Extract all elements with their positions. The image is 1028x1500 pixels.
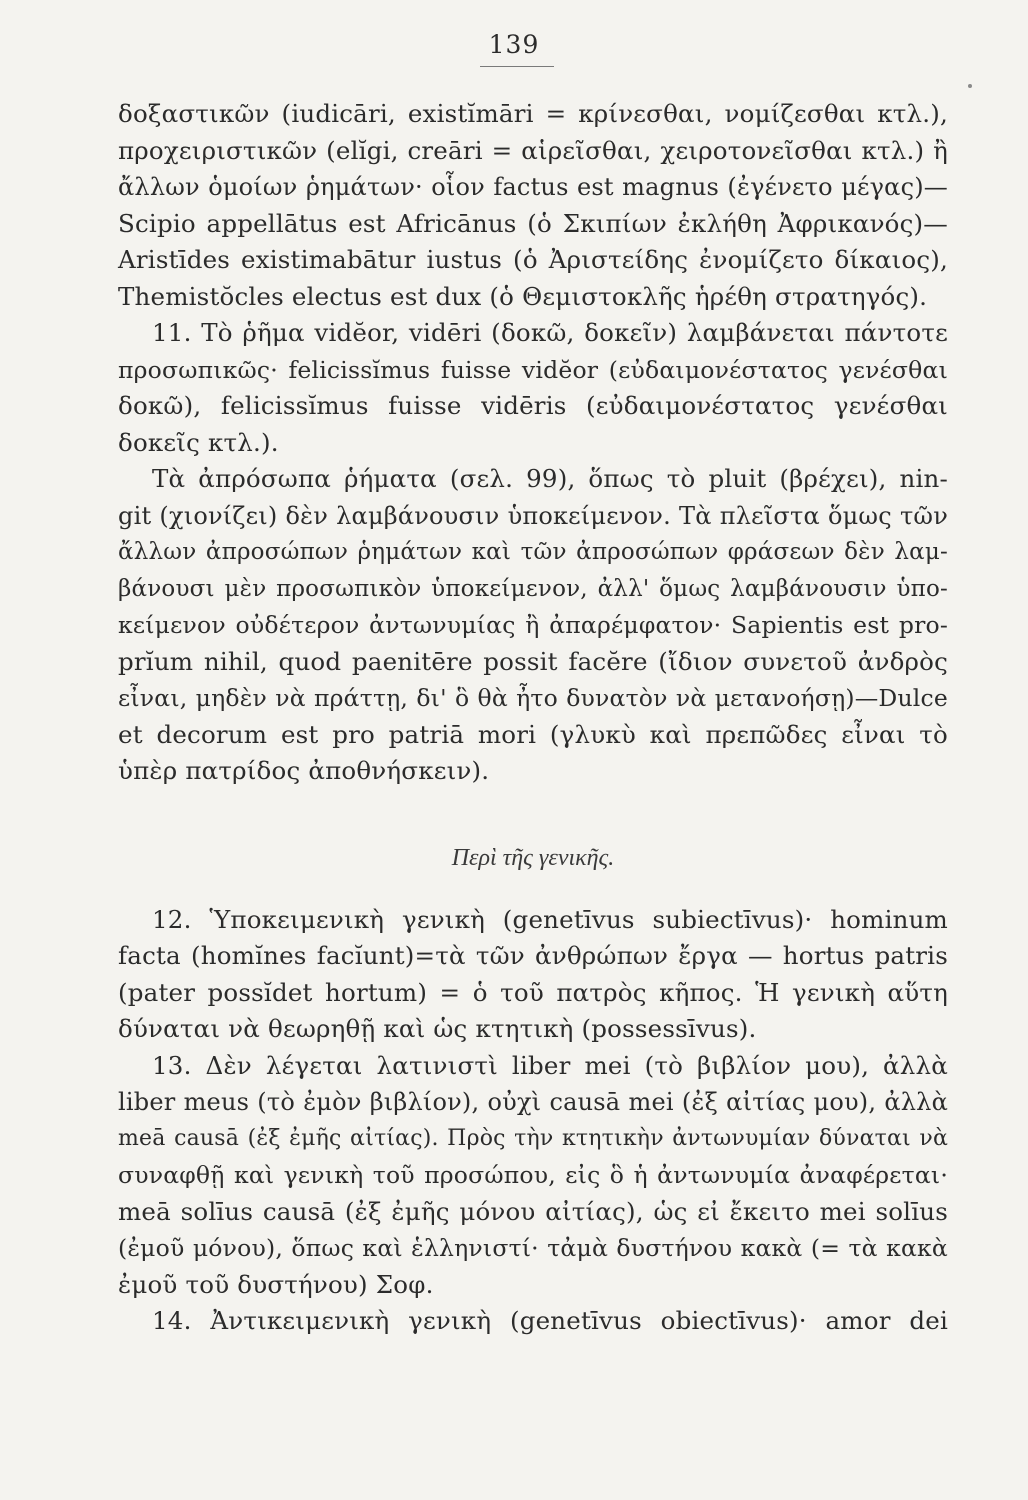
paragraph-12-start: 12. Ὑποκειμενικὴ γενικὴ (genetīvus subiectīvus)· hominum xyxy=(152,904,948,934)
text-line: κείμενον οὐδέτερον ἀντωνυμίας ἢ ἀπαρέμφατον· Sapientis est pro- xyxy=(118,611,948,639)
text-line: prĭum nihil, quod paenitēre possit facĕre (ἴδιον συνετοῦ ἀνδρὸς xyxy=(118,646,948,676)
body-text xyxy=(118,96,948,1340)
text-line: ἄλλων ἀπροσώπων ῥημάτων καὶ τῶν ἀπροσώπων φράσεων δὲν λαμ- xyxy=(118,539,948,565)
text-line: Scipio appellātus est Africānus (ὁ Σκιπίων ἐκλήθη Ἀφρικανός)— xyxy=(118,208,948,238)
text-line: προσωπικῶς· felicissĭmus fuisse vidĕor (εὐδαιμονέστατος γενέσθαι xyxy=(118,355,948,384)
text-line: Themistŏcles electus est dux (ὁ Θεμιστοκλῆς ἡρέθη στρατηγός). xyxy=(118,281,928,311)
text-line: meā solīus causā (ἐξ ἐμῆς μόνου αἰτίας), ὡς εἰ ἔκειτο mei solīus xyxy=(118,1196,948,1226)
text-line: ἄλλων ὁμοίων ῥημάτων· οἷον factus est magnus (ἐγένετο μέγας)— xyxy=(118,173,948,201)
paragraph-13-start: 13. Δὲν λέγεται λατινιστὶ liber mei (τὸ βιβλίον μου), ἀλλὰ xyxy=(152,1050,948,1080)
text-line: (pater possĭdet hortum) = ὁ τοῦ πατρὸς κῆπος. Ἡ γενικὴ αὕτη xyxy=(118,977,948,1007)
text-line: liber meus (τὸ ἐμὸν βιβλίον), οὐχὶ causā mei (ἐξ αἰτίας μου), ἀλλὰ xyxy=(118,1088,948,1116)
section-heading: Περὶ τῆς γενικῆς. xyxy=(451,844,615,871)
paragraph-11-start: 11. Τὸ ῥῆμα vidĕor, vidēri (δοκῶ, δοκεῖν) λαμβάνεται πάντοτε xyxy=(152,318,948,347)
text-line: ὑπὲρ πατρίδος ἀποθνήσκειν). xyxy=(118,756,490,785)
text-line: εἶναι, μηδὲν νὰ πράττῃ, δι' ὃ θὰ ἦτο δυνατὸν νὰ μετανοήσῃ)—Dulce xyxy=(118,684,948,712)
paragraph-14-start: 14. Ἀντικειμενικὴ γενικὴ (genetīvus obiectīvus)· amor dei xyxy=(152,1306,948,1335)
margin-mark xyxy=(968,84,972,88)
text-line: προχειριστικῶν (elĭgi, creāri = αἱρεῖσθαι, χειροτονεῖσθαι κτλ.) ἢ xyxy=(118,135,948,165)
text-line: βάνουσι μὲν προσωπικὸν ὑποκείμενον, ἀλλ' ὅμως λαμβάνουσιν ὑπο- xyxy=(118,575,948,602)
paragraph-start: Τὰ ἀπρόσωπα ῥήματα (σελ. 99), ὅπως τὸ pluit (βρέχει), nin- xyxy=(152,464,948,493)
text-line: facta (homĭnes facĭunt)=τὰ τῶν ἀνθρώπων ἔργα — hortus patris xyxy=(118,941,948,970)
text-line: meā causā (ἐξ ἐμῆς αἰτίας). Πρὸς τὴν κτητικὴν ἀντωνυμίαν δύναται νὰ xyxy=(118,1125,948,1151)
text-line: ἐμοῦ τοῦ δυστήνου) Σοφ. xyxy=(118,1269,434,1299)
text-line: δοκεῖς κτλ.). xyxy=(118,427,279,457)
text-line: git (χιονίζει) δὲν λαμβάνουσιν ὑποκείμενον. Τὰ πλεῖστα ὅμως τῶν xyxy=(118,501,948,530)
text-line: δοξαστικῶν (iudicāri, existĭmāri = κρίνεσθαι, νομίζεσθαι κτλ.), xyxy=(118,99,948,128)
text-line: δύναται νὰ θεωρηθῇ καὶ ὡς κτητικὴ (possessīvus). xyxy=(118,1014,757,1043)
text-line: (ἐμοῦ μόνου), ὅπως καὶ ἑλληνιστί· τἀμὰ δυστήνου κακὰ (= τὰ κακὰ xyxy=(118,1234,948,1262)
text-line: et decorum est pro patriā mori (γλυκὺ καὶ πρεπῶδες εἶναι τὸ xyxy=(118,719,948,749)
text-line: συναφθῇ καὶ γενικὴ τοῦ προσώπου, εἰς ὃ ἡ ἀντωνυμία ἀναφέρεται· xyxy=(118,1161,948,1189)
page-number-rule xyxy=(480,66,554,67)
page-number: 139 xyxy=(488,30,540,59)
text-line: Aristīdes existimabātur iustus (ὁ Ἀριστείδης ἐνομίζετο δίκαιος), xyxy=(118,245,948,274)
text-line: δοκῶ), felicissĭmus fuisse vidēris (εὐδαιμονέστατος γενέσθαι xyxy=(118,391,948,420)
